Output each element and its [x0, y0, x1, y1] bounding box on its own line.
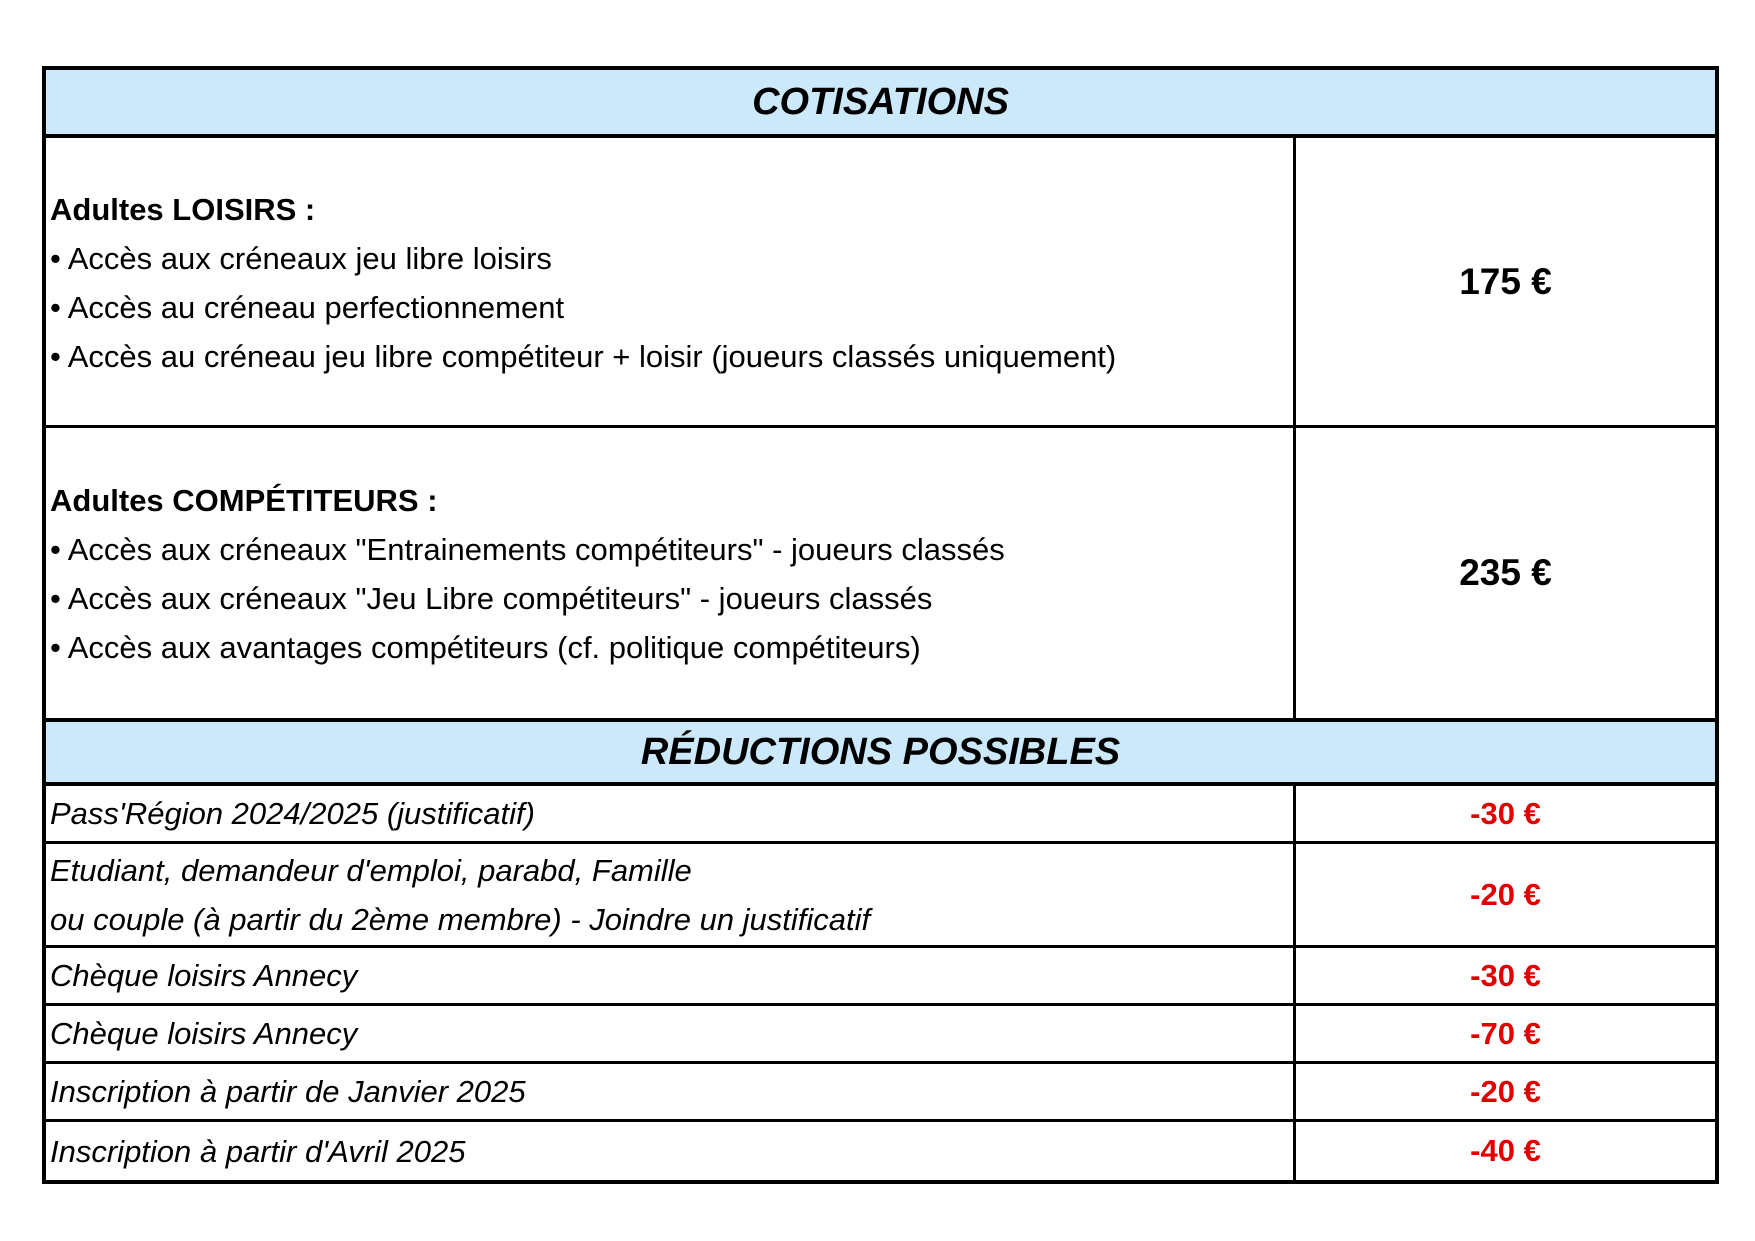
fee-price-cell — [1296, 138, 1715, 425]
reduction-row — [46, 948, 1715, 1006]
reduction-row — [46, 1122, 1715, 1180]
reduction-amount: -20 € — [1470, 876, 1541, 912]
reduction-amount-cell — [1296, 1006, 1715, 1061]
reduction-label — [46, 1064, 1296, 1119]
reduction-amount-cell — [1296, 786, 1715, 841]
cotisations-header: COTISATIONS — [46, 70, 1715, 138]
reduction-label-text: Chèque loisirs Annecy — [50, 1016, 358, 1051]
reduction-row — [46, 1064, 1715, 1122]
fee-description — [46, 428, 1296, 718]
reduction-amount: -70 € — [1470, 1015, 1541, 1051]
fee-price: 175 € — [1459, 260, 1552, 302]
fee-item: • Accès aux avantages compétiteurs (cf. politique compétiteurs) — [50, 630, 921, 665]
fee-price-cell — [1296, 428, 1715, 718]
fee-title: Adultes LOISIRS : — [50, 191, 316, 227]
reduction-row — [46, 786, 1715, 844]
fee-item: • Accès aux créneaux jeu libre loisirs — [50, 240, 552, 276]
reduction-amount-cell — [1296, 844, 1715, 945]
reduction-label — [46, 844, 1296, 945]
fee-item: • Accès au créneau perfectionnement — [50, 289, 565, 325]
reduction-amount: -30 € — [1470, 957, 1541, 993]
fee-item: • Accès au créneau jeu libre compétiteur + loisir (joueurs classés uniquement) — [50, 338, 1117, 374]
reduction-amount: -40 € — [1470, 1133, 1541, 1168]
reduction-label-text: Pass'Région 2024/2025 (justificatif) — [50, 796, 535, 831]
reduction-label-line1: Etudiant, demandeur d'emploi, parabd, Famille — [50, 852, 692, 888]
reduction-amount: -30 € — [1470, 795, 1541, 831]
reduction-row — [46, 844, 1715, 948]
fee-item: • Accès aux créneaux "Jeu Libre compétiteurs" - joueurs classés — [50, 581, 933, 616]
reduction-row — [46, 1006, 1715, 1064]
reduction-label — [46, 948, 1296, 1003]
reduction-label-text: Chèque loisirs Annecy — [50, 958, 358, 993]
fee-row-competiteurs — [46, 428, 1715, 718]
reduction-amount-cell — [1296, 948, 1715, 1003]
reduction-label-text: Inscription à partir de Janvier 2025 — [50, 1074, 526, 1109]
reduction-label-line2: ou couple (à partir du 2ème membre) - Joindre un justificatif — [50, 901, 871, 937]
reduction-label-text: Inscription à partir d'Avril 2025 — [50, 1133, 466, 1169]
reduction-label — [46, 1006, 1296, 1061]
reduction-label — [46, 786, 1296, 841]
reduction-amount-cell — [1296, 1122, 1715, 1180]
fee-title: Adultes COMPÉTITEURS : — [50, 483, 438, 518]
fee-item: • Accès aux créneaux "Entrainements compétiteurs" - joueurs classés — [50, 532, 1005, 567]
reduction-label — [46, 1122, 1296, 1180]
reduction-amount-cell — [1296, 1064, 1715, 1119]
fee-price: 235 € — [1459, 552, 1552, 593]
fee-row-loisirs — [46, 138, 1715, 428]
fee-description — [46, 138, 1296, 425]
reduction-amount: -20 € — [1470, 1073, 1541, 1109]
cotisations-table — [42, 66, 1719, 1184]
reductions-header: RÉDUCTIONS POSSIBLES — [46, 718, 1715, 786]
